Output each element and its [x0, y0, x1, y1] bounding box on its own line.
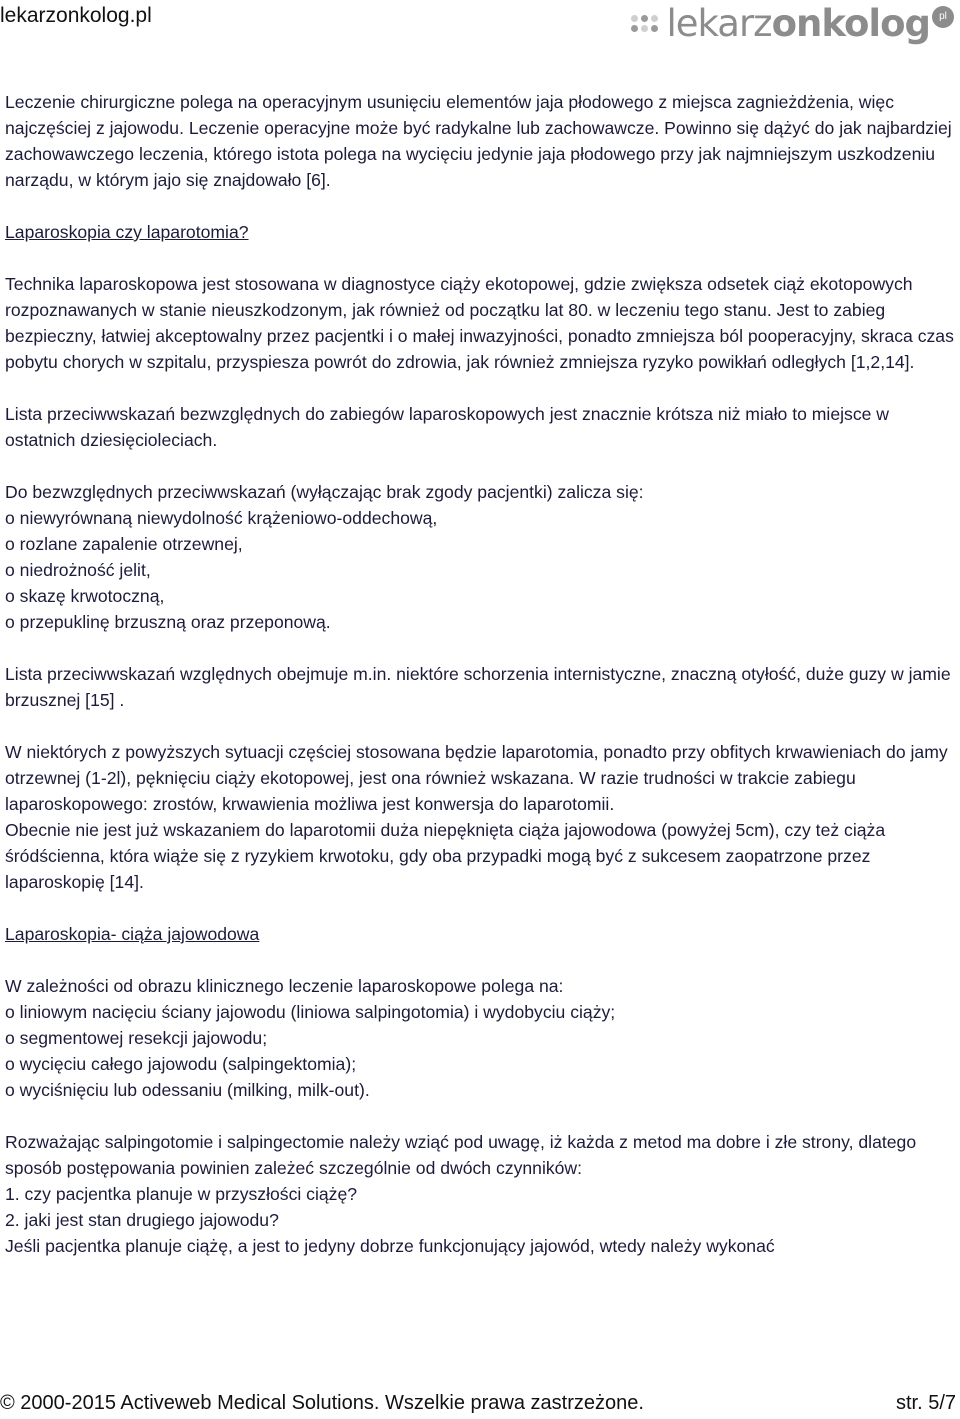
list-item: o wycięciu całego jajowodu (salpingektomia);: [5, 1054, 357, 1074]
list-intro: Do bezwzględnych przeciwwskazań (wyłączając brak zgody pacjentki) zalicza się:: [5, 482, 644, 502]
logo-text-light: lekarz: [666, 1, 772, 45]
list-item: o niewyrównaną niewydolność krążeniowo-oddechową,: [5, 508, 438, 528]
logo-text-bold: onkolog: [771, 1, 930, 45]
list-item: o wyciśnięciu lub odessaniu (milking, milk-out).: [5, 1080, 370, 1100]
paragraph-intro: Leczenie chirurgiczne polega na operacyjnym usunięciu elementów jaja płodowego z miejsca zagnieżdżenia, więc najczęściej z jajowodu. Leczenie operacyjne może być radykalne lub zachowawcze. Powinno się dążyć do jak najbardziej zachowawczego leczenia, którego istota polega na wycięciu jedynie jaja płodowego przy jak najmniejszym uszkodzeniu narządu, w którym jajo się znajdowało [6].: [5, 92, 952, 190]
paragraph-technique: Technika laparoskopowa jest stosowana w diagnostyce ciąży ekotopowej, gdzie zwiększa odsetek ciąż ekotopowych rozpoznawanych w stanie nieuszkodzonym, jak również od początku lat 80. w leczeniu tego stanu. Jest to zabieg bezpieczny, łatwiej akceptowalny przez pacjentki i o małej inwazyjności, ponadto zmniejsza ból pooperacyjny, skraca czas pobytu chorych w szpitalu, przyspiesza powrót do zdrowia, jak również zmniejsza ryzyko powikłań odległych [1,2,14].: [5, 274, 954, 372]
logo-badge: pl: [932, 6, 954, 28]
list-item: o rozlane zapalenie otrzewnej,: [5, 534, 243, 554]
paragraph-laparotomy-indications: [5, 739, 957, 895]
list-item: 1. czy pacjentka planuje w przyszłości ciążę?: [5, 1184, 358, 1204]
paragraph-text: Obecnie nie jest już wskazaniem do laparotomii duża niepęknięta ciąża jajowodowa (powyżej 5cm), czy też ciąża śródścienna, która wiąże się z ryzykiem krwotoku, gdy oba przypadki mogą być z sukcesem zaopatrzone przez laparoskopię [14].: [5, 820, 886, 892]
list-item: o liniowym nacięciu ściany jajowodu (liniowa salpingotomia) i wydobyciu ciąży;: [5, 1002, 616, 1022]
logo-dots-icon: [631, 15, 658, 32]
paragraph-text: W niektórych z powyższych sytuacji częściej stosowana będzie laparotomia, ponadto przy obfitych krwawieniach do jamy otrzewnej (1-2l), pęknięciu ciąży ekotopowej, jest ona również wskazana. W razie trudności w trakcie zabiegu laparoskopowego: zrostów, krwawienia możliwa jest konwersja do laparotomii.: [5, 742, 948, 814]
list-item: 2. jaki jest stan drugiego jajowodu?: [5, 1210, 279, 1230]
section-heading-laparoscopy-vs-laparotomy: Laparoskopia czy laparotomia?: [5, 222, 249, 242]
section-heading-tubal-pregnancy: Laparoskopia- ciąża jajowodowa: [5, 924, 260, 944]
paragraph-contraindications-shorter: Lista przeciwwskazań bezwzględnych do zabiegów laparoskopowych jest znacznie krótsza niż miało to miejsce w ostatnich dziesięcioleciach.: [5, 404, 890, 450]
article-content: [5, 89, 957, 1259]
list-item: o przepuklinę brzuszną oraz przeponową.: [5, 612, 331, 632]
salpingotomy-considerations: [5, 1129, 957, 1259]
list-item: o niedrożność jelit,: [5, 560, 151, 580]
list-item: o segmentowej resekcji jajowodu;: [5, 1028, 268, 1048]
logo-text: [666, 1, 930, 45]
absolute-contraindications: [5, 479, 957, 635]
paragraph-relative-contraindications: Lista przeciwwskazań względnych obejmuje m.in. niektóre schorzenia internistyczne, znaczną otyłość, duże guzy w jamie brzusznej [15] .: [5, 664, 951, 710]
page-number: str. 5/7: [895, 1392, 956, 1414]
laparoscopic-treatment-list: [5, 973, 957, 1103]
copyright-text: © 2000-2015 Activeweb Medical Solutions. Wszelkie prawa zastrzeżone.: [0, 1392, 644, 1414]
list-item: o skazę krwotoczną,: [5, 586, 165, 606]
list-intro: W zależności od obrazu klinicznego leczenie laparoskopowe polega na:: [5, 976, 564, 996]
paragraph-text: Jeśli pacjentka planuje ciążę, a jest to jedyny dobrze funkcjonujący jajowód, wtedy należy wykonać: [5, 1236, 775, 1256]
paragraph-text: Rozważając salpingotomie i salpingectomie należy wziąć pod uwagę, iż każda z metod ma dobre i złe strony, dlatego sposób postępowania powinien zależeć szczególnie od dwóch czynników:: [5, 1132, 917, 1178]
site-name: lekarzonkolog.pl: [0, 4, 152, 27]
page-footer: [0, 1392, 956, 1415]
site-logo[interactable]: [631, 0, 954, 46]
